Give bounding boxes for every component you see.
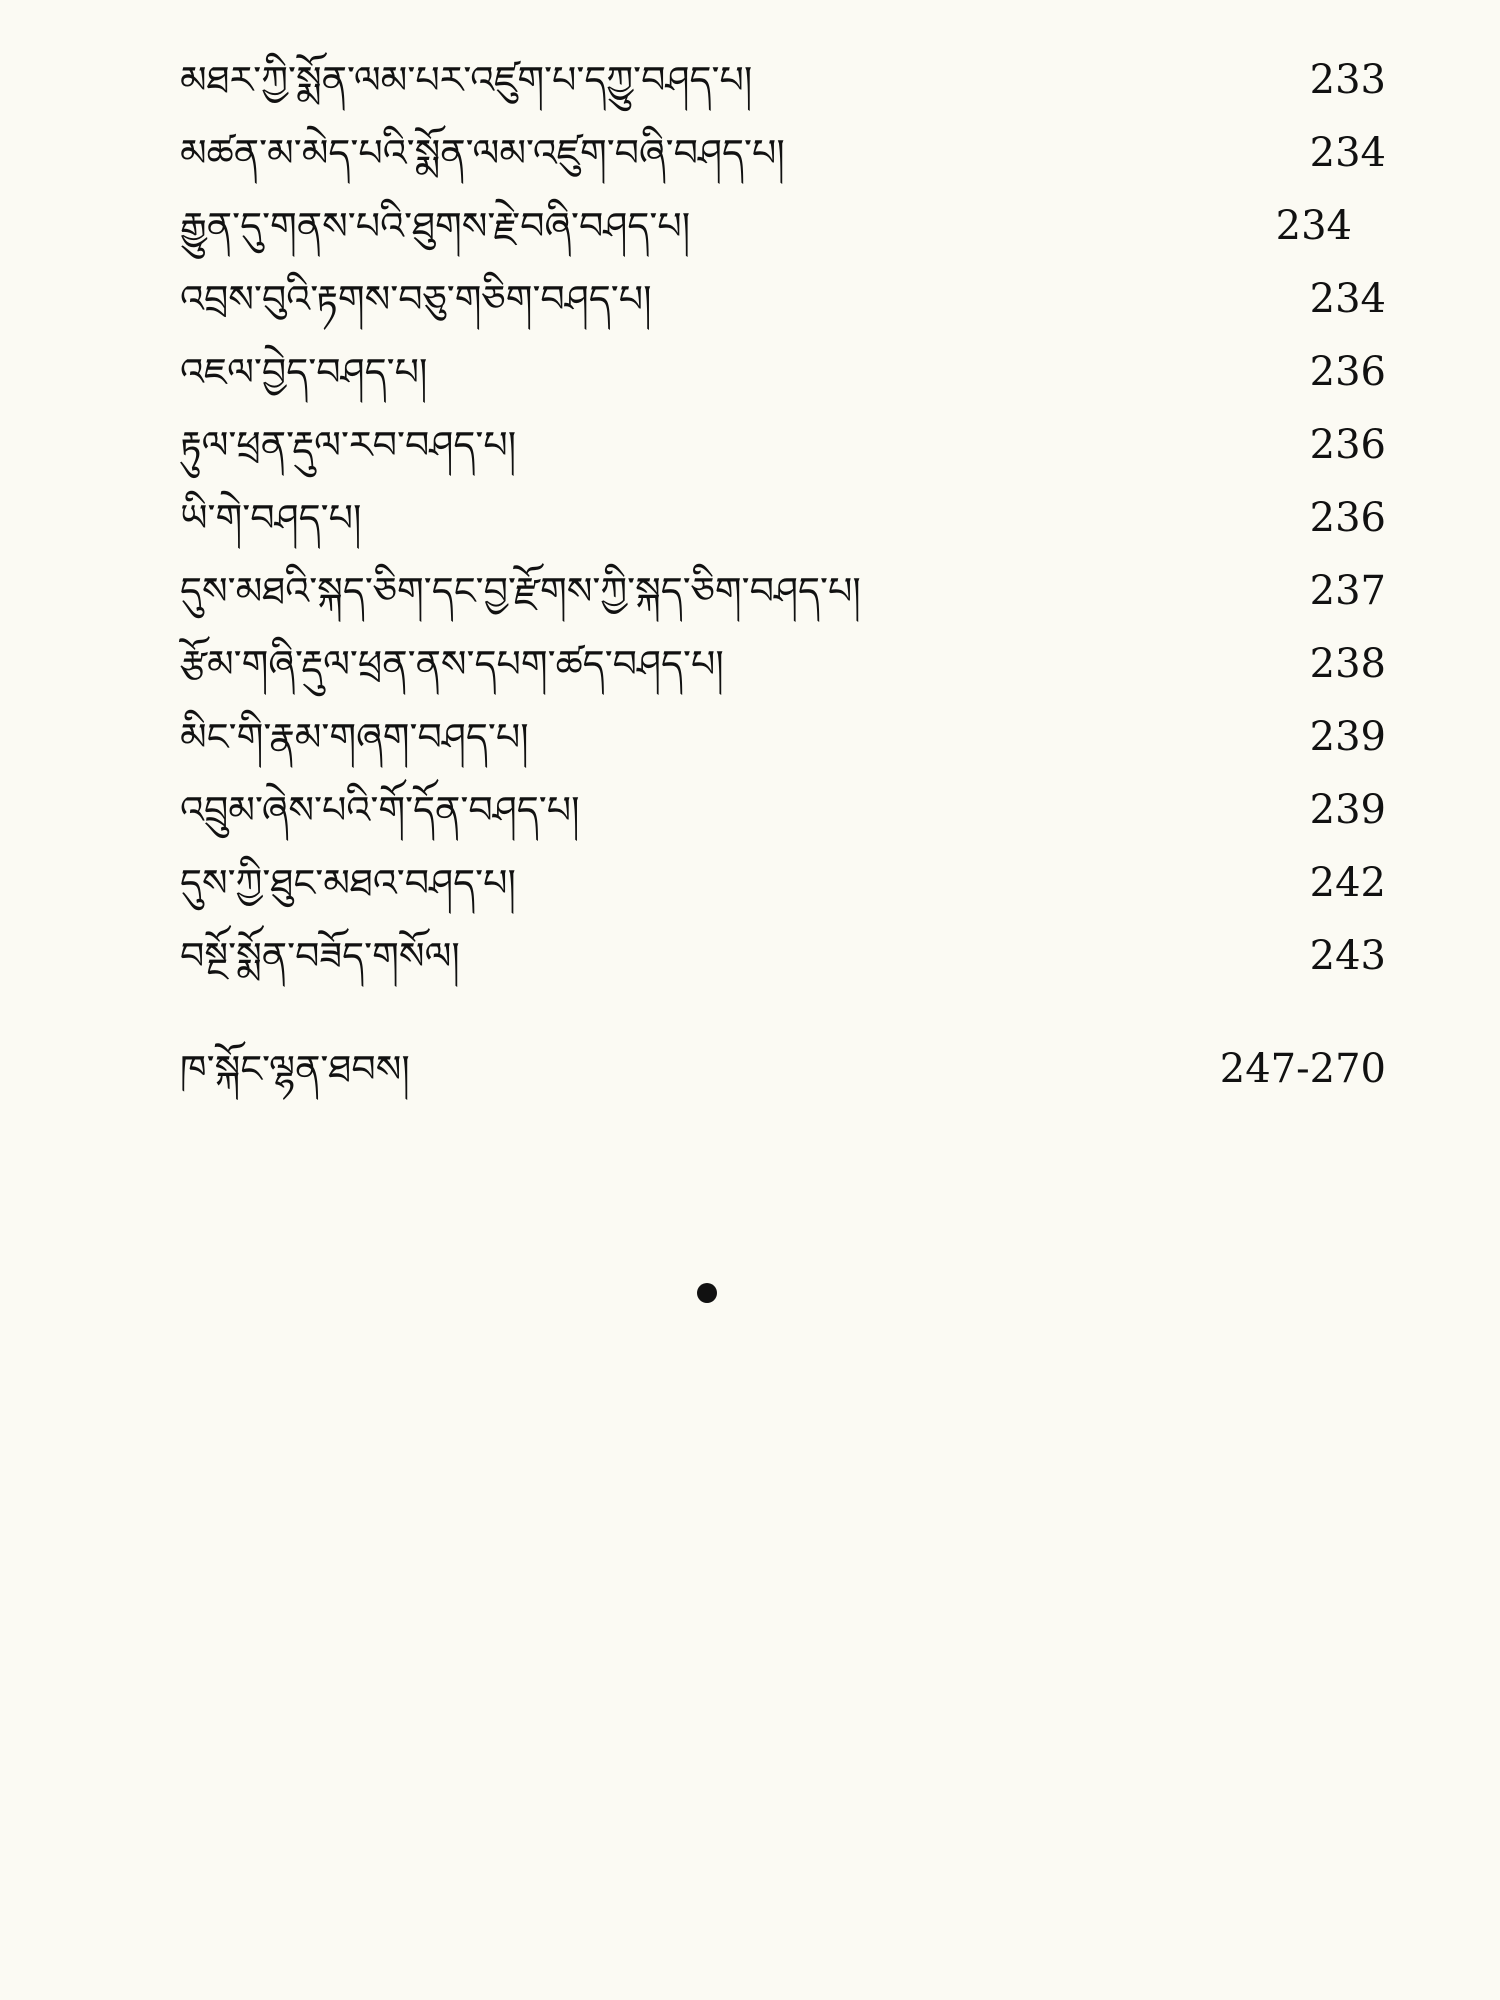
toc-entry-title: ཡི་གེ་བཤད་པ། (180, 496, 362, 540)
toc-entry (180, 555, 1386, 627)
toc-entry-title: བསྔོ་སྨོན་བཟོད་གསོལ། (180, 934, 460, 978)
toc-entry-page: 234 (1309, 130, 1386, 176)
toc-entry-title: མཚན་མ་མེད་པའི་སྨོན་ལམ་འཛུག་བཞི་བཤད་པ། (180, 131, 785, 175)
toc-entry-page: 234 (1309, 276, 1386, 322)
toc-entry-page: 236 (1309, 422, 1386, 468)
toc-entry-page: 234 (1275, 203, 1352, 249)
toc-entry (180, 701, 1386, 773)
toc-entry-page: 239 (1309, 787, 1386, 833)
toc-entry-page: 239 (1309, 714, 1386, 760)
toc-entry-page: 242 (1309, 860, 1386, 906)
toc-entry-title: རྩོམ་གཞི་རྡུལ་ཕྲན་ནས་དཔག་ཚད་བཤད་པ། (180, 642, 724, 686)
toc-entry (180, 628, 1386, 700)
toc-entry (180, 336, 1386, 408)
toc-entry (180, 847, 1386, 919)
toc-entry (180, 263, 1386, 335)
toc-appendix-page: 247-270 (1219, 1046, 1386, 1092)
toc-entry-page: 236 (1309, 349, 1386, 395)
toc-entry-page: 236 (1309, 495, 1386, 541)
end-ornament-dot (697, 1283, 717, 1303)
toc-entry (180, 409, 1386, 481)
toc-entry (180, 190, 1386, 262)
toc-entry-page: 233 (1309, 57, 1386, 103)
toc-entry-page: 238 (1309, 641, 1386, 687)
toc-entry-title: འབྲས་བུའི་རྟགས་བཅུ་གཅིག་བཤད་པ། (180, 277, 652, 321)
toc-entry-title: འཇལ་བྱེད་བཤད་པ། (180, 350, 428, 394)
toc-entry-title: དུས་མཐའི་སྐད་ཅིག་དང་བྱ་རྫོགས་ཀྱི་སྐད་ཅིག་བཤད་པ། (180, 569, 861, 613)
toc-entry-page: 237 (1309, 568, 1386, 614)
toc-appendix-title: ཁ་སྐོང་ལྷན་ཐབས། (180, 1047, 410, 1091)
toc-entry-title: རྟུལ་ཕྲན་རྡུལ་རབ་བཤད་པ། (180, 423, 517, 467)
toc-entry-title: དུས་ཀྱི་ཐུང་མཐའ་བཤད་པ། (180, 861, 516, 905)
toc-appendix-entry (180, 1033, 1386, 1105)
toc-entry (180, 117, 1386, 189)
toc-entry (180, 44, 1386, 116)
toc-entry-title: རྒྱུན་དུ་གནས་པའི་ཐུགས་རྗེ་བཞི་བཤད་པ། (180, 204, 691, 248)
toc-entry-title: འབྲུམ་ཞེས་པའི་གོ་དོན་བཤད་པ། (180, 788, 580, 832)
toc-entry-title: མིང་གི་རྣམ་གཞག་བཤད་པ། (180, 715, 529, 759)
toc-entry (180, 774, 1386, 846)
toc-entry-title: མཐར་ཀྱི་སྨོན་ལམ་པར་འཛུག་པ་དཀྱུ་བཤད་པ། (180, 58, 753, 102)
toc-entry (180, 920, 1386, 992)
toc-entry-page: 243 (1309, 933, 1386, 979)
toc-entry (180, 482, 1386, 554)
